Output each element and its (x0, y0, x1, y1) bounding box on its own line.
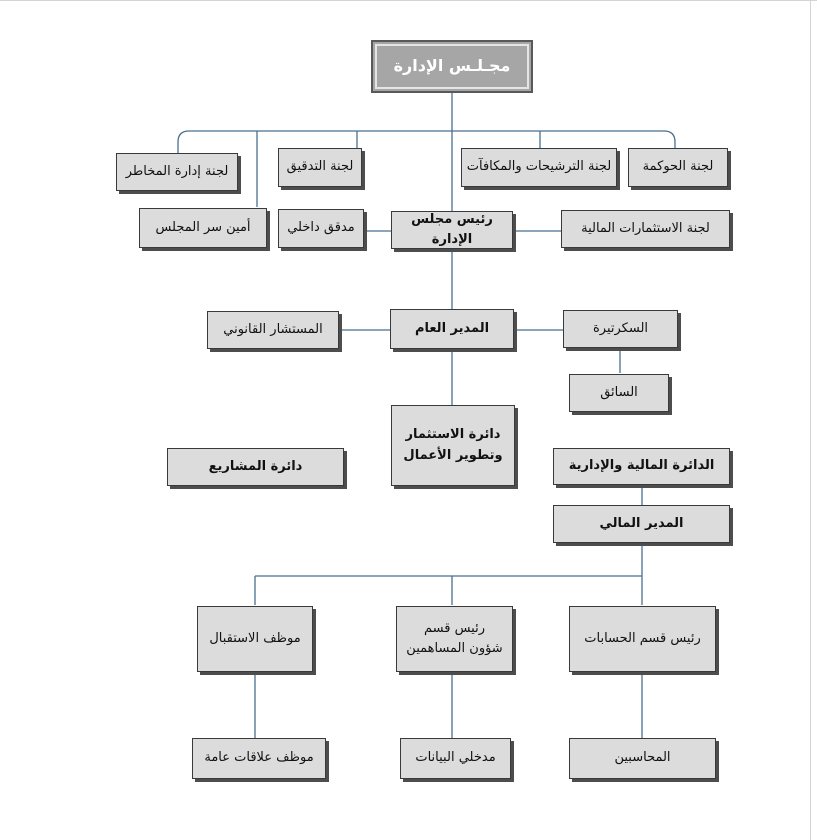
chairman-box (391, 211, 513, 249)
nominations-committee-label: لجنة الترشيحات والمكافآت (466, 159, 612, 175)
driver-label: السائق (600, 384, 638, 400)
financial-manager-box (553, 505, 730, 543)
shareholders-head-box (396, 606, 513, 672)
board-secretary-label: أمين سر المجلس (155, 219, 251, 235)
investment-department-label: دائرة الاستثمار وتطوير الأعمال (403, 427, 503, 463)
reception-label: موظف الاستقبال (209, 630, 301, 646)
legal-advisor-box (207, 311, 339, 349)
data-entry-label: مدخلي البيانات (415, 750, 496, 766)
financial-manager-label: المدير المالي (599, 515, 684, 531)
board-label: مجـلـس الإدارة (393, 56, 511, 76)
investment-department-box (391, 405, 515, 486)
investments-committee-box (561, 210, 730, 248)
accounts-head-box (569, 606, 716, 672)
general-manager-box (390, 309, 514, 349)
internal-auditor-box (278, 209, 364, 248)
projects-department-box (167, 448, 344, 486)
finance-admin-department-label: الدائرة المالية والإدارية (568, 458, 715, 474)
finance-admin-department-box (553, 448, 730, 485)
secretary-label: السكرتيرة (592, 320, 649, 336)
board-secretary-box (139, 208, 267, 248)
accountants-box (569, 738, 716, 779)
general-manager-label: المدير العام (414, 320, 490, 336)
public-relations-label: موظف علاقات عامة (204, 750, 314, 766)
reception-box (197, 606, 313, 672)
shareholders-head-label: رئيس قسم شؤون المساهمين (406, 620, 503, 656)
investments-committee-label: لجنة الاستثمارات المالية (581, 220, 710, 236)
risk-committee-label: لجنة إدارة المخاطر (125, 163, 229, 179)
legal-advisor-label: المستشار القانوني (223, 321, 323, 337)
accountants-label: المحاسبين (614, 750, 671, 766)
secretary-box (563, 310, 678, 348)
governance-committee-box (628, 148, 728, 187)
internal-auditor-label: مدقق داخلي (287, 220, 355, 236)
accounts-head-label: رئيس قسم الحسابات (584, 630, 701, 646)
board-of-directors-box (371, 40, 533, 93)
public-relations-box (192, 738, 326, 779)
chairman-label: رئيس مجلس الإدارة (411, 211, 493, 247)
driver-box (569, 374, 669, 412)
projects-department-label: دائرة المشاريع (208, 458, 303, 474)
audit-committee-box (278, 148, 362, 187)
data-entry-box (400, 738, 511, 779)
governance-committee-label: لجنة الحوكمة (642, 159, 714, 175)
audit-committee-label: لجنة التدقيق (286, 159, 354, 175)
nominations-committee-box (461, 148, 617, 187)
risk-committee-box (116, 153, 238, 191)
